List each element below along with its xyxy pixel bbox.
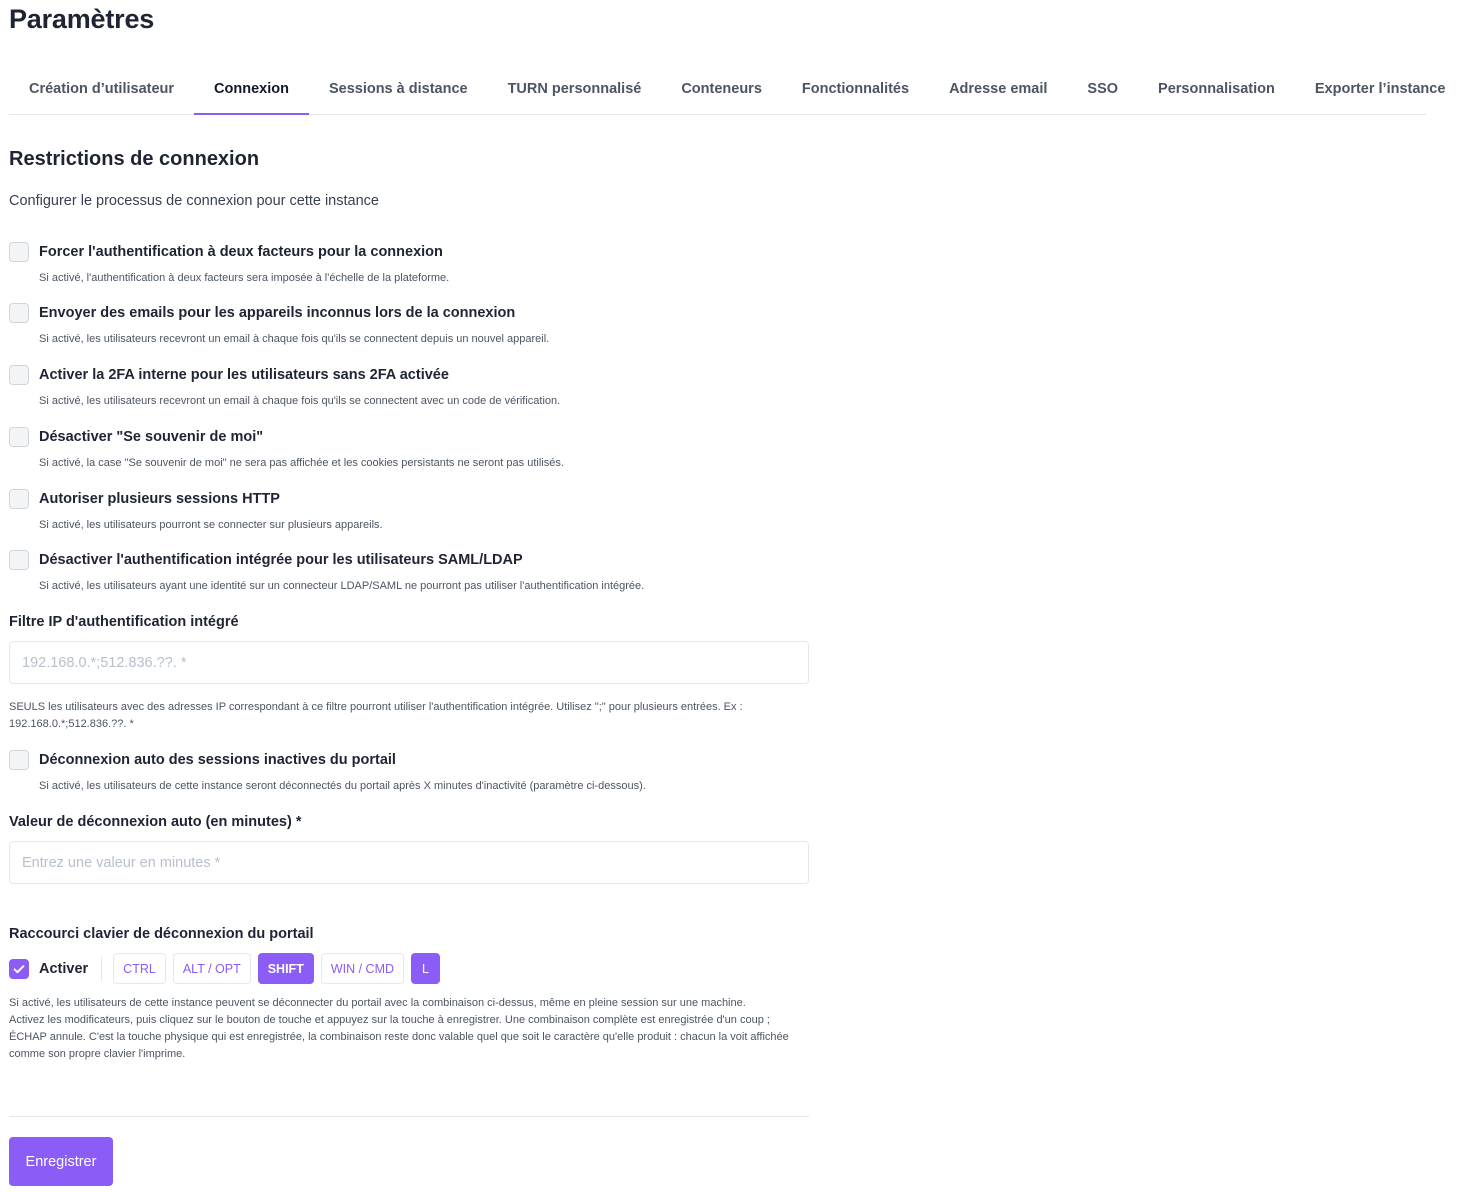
option-label: Activer la 2FA interne pour les utilisateurs sans 2FA activée <box>39 367 449 383</box>
option-label: Autoriser plusieurs sessions HTTP <box>39 491 280 507</box>
internal-2fa-checkbox[interactable] <box>9 365 29 385</box>
shortcut-enable-label: Activer <box>39 960 89 977</box>
option-help: Si activé, l'authentification à deux facteurs sera imposée à l'échelle de la plateforme. <box>39 272 450 284</box>
option-multiple-http-sessions <box>9 489 383 531</box>
shortcut-help-1: Si activé, les utilisateurs de cette instance peuvent se déconnecter du portail avec la combinaison ci-dessus, même en pleine session sur une machine. <box>9 997 746 1009</box>
ip-filter-help: SEULS les utilisateurs avec des adresses IP correspondant à ce filtre pourront utiliser l'authentification intégrée. Utilisez ";" pour plusieurs entrées. Ex : 192.168.0.*;512.836.??. * <box>9 701 743 730</box>
auto-logout-checkbox[interactable] <box>9 750 29 770</box>
tab-sso[interactable]: SSO <box>1087 81 1119 97</box>
ip-filter-input[interactable] <box>9 641 809 684</box>
option-help: Si activé, les utilisateurs pourront se connecter sur plusieurs appareils. <box>39 519 383 531</box>
shortcut-help <box>9 995 809 1063</box>
save-button[interactable]: Enregistrer <box>9 1137 113 1186</box>
shortcut-enable-checkbox[interactable] <box>9 959 29 979</box>
option-label: Envoyer des emails pour les appareils inconnus lors de la connexion <box>39 305 516 321</box>
multiple-http-sessions-checkbox[interactable] <box>9 489 29 509</box>
auto-logout-value-label: Valeur de déconnexion auto (en minutes) * <box>9 814 302 830</box>
unknown-device-emails-checkbox[interactable] <box>9 303 29 323</box>
shortcut-label: Raccourci clavier de déconnexion du portail <box>9 926 314 942</box>
option-help: Si activé, la case "Se souvenir de moi" ne sera pas affichée et les cookies persistants ne seront pas utilisés. <box>39 457 564 469</box>
option-disable-builtin-auth-saml-ldap <box>9 550 644 592</box>
force-2fa-checkbox[interactable] <box>9 242 29 262</box>
option-help: Si activé, les utilisateurs recevront un email à chaque fois qu'ils se connectent avec un code de vérification. <box>39 395 561 407</box>
tab-sessions-a-distance[interactable]: Sessions à distance <box>328 81 468 97</box>
option-help: Si activé, les utilisateurs recevront un email à chaque fois qu'ils se connectent depuis un nouvel appareil. <box>39 333 550 345</box>
shortcut-help-2: Activez les modificateurs, puis cliquez sur le bouton de touche et appuyez sur la touche à enregistrer. Une combinaison complète est enregistrée d'un coup ; ÉCHAP annule. C'est la touche physique qui est enregistrée, la combinaison reste donc valable quel que soit le caractère qu'elle produit : chacun la voit affichée comme son propre clavier l'imprime. <box>9 1014 789 1060</box>
option-label: Déconnexion auto des sessions inactives du portail <box>39 752 396 768</box>
option-label: Forcer l'authentification à deux facteurs pour la connexion <box>39 244 443 260</box>
option-disable-remember-me <box>9 427 564 469</box>
option-internal-2fa <box>9 365 560 407</box>
tab-connexion[interactable]: Connexion <box>194 64 309 114</box>
option-unknown-device-emails <box>9 303 549 345</box>
key-win-button[interactable]: WIN / CMD <box>321 953 404 984</box>
key-letter-button[interactable]: L <box>411 953 440 984</box>
ip-filter-label: Filtre IP d'authentification intégré <box>9 614 239 630</box>
option-force-2fa <box>9 242 449 284</box>
tab-adresse-email[interactable]: Adresse email <box>949 81 1048 97</box>
option-label: Désactiver l'authentification intégrée pour les utilisateurs SAML/LDAP <box>39 552 523 568</box>
tab-creation-utilisateur[interactable]: Création d’utilisateur <box>29 81 175 97</box>
disable-builtin-auth-checkbox[interactable] <box>9 550 29 570</box>
option-label: Désactiver "Se souvenir de moi" <box>39 429 264 445</box>
disable-remember-me-checkbox[interactable] <box>9 427 29 447</box>
tab-turn-personnalise[interactable]: TURN personnalisé <box>507 81 642 97</box>
tab-conteneurs[interactable]: Conteneurs <box>681 81 762 97</box>
divider <box>101 957 102 981</box>
key-shift-button[interactable]: SHIFT <box>258 953 314 984</box>
tab-fonctionnalites[interactable]: Fonctionnalités <box>801 81 910 97</box>
check-icon <box>12 962 26 976</box>
section-description: Configurer le processus de connexion pour cette instance <box>9 193 379 209</box>
key-alt-button[interactable]: ALT / OPT <box>173 953 251 984</box>
key-ctrl-button[interactable]: CTRL <box>113 953 166 984</box>
tab-personnalisation[interactable]: Personnalisation <box>1158 81 1275 97</box>
divider <box>9 1116 809 1117</box>
shortcut-row <box>9 953 447 984</box>
option-help: Si activé, les utilisateurs ayant une identité sur un connecteur LDAP/SAML ne pourront pas utiliser l'authentification intégrée. <box>39 580 645 592</box>
auto-logout-value-input[interactable] <box>9 841 809 884</box>
option-auto-logout <box>9 750 646 792</box>
tab-exporter-instance[interactable]: Exporter l’instance <box>1314 81 1446 97</box>
settings-tabs <box>9 64 1446 115</box>
page-title: Paramètres <box>9 4 155 34</box>
section-title: Restrictions de connexion <box>9 148 260 170</box>
option-help: Si activé, les utilisateurs de cette instance seront déconnectés du portail après X minutes d'inactivité (paramètre ci-dessous). <box>39 780 646 792</box>
